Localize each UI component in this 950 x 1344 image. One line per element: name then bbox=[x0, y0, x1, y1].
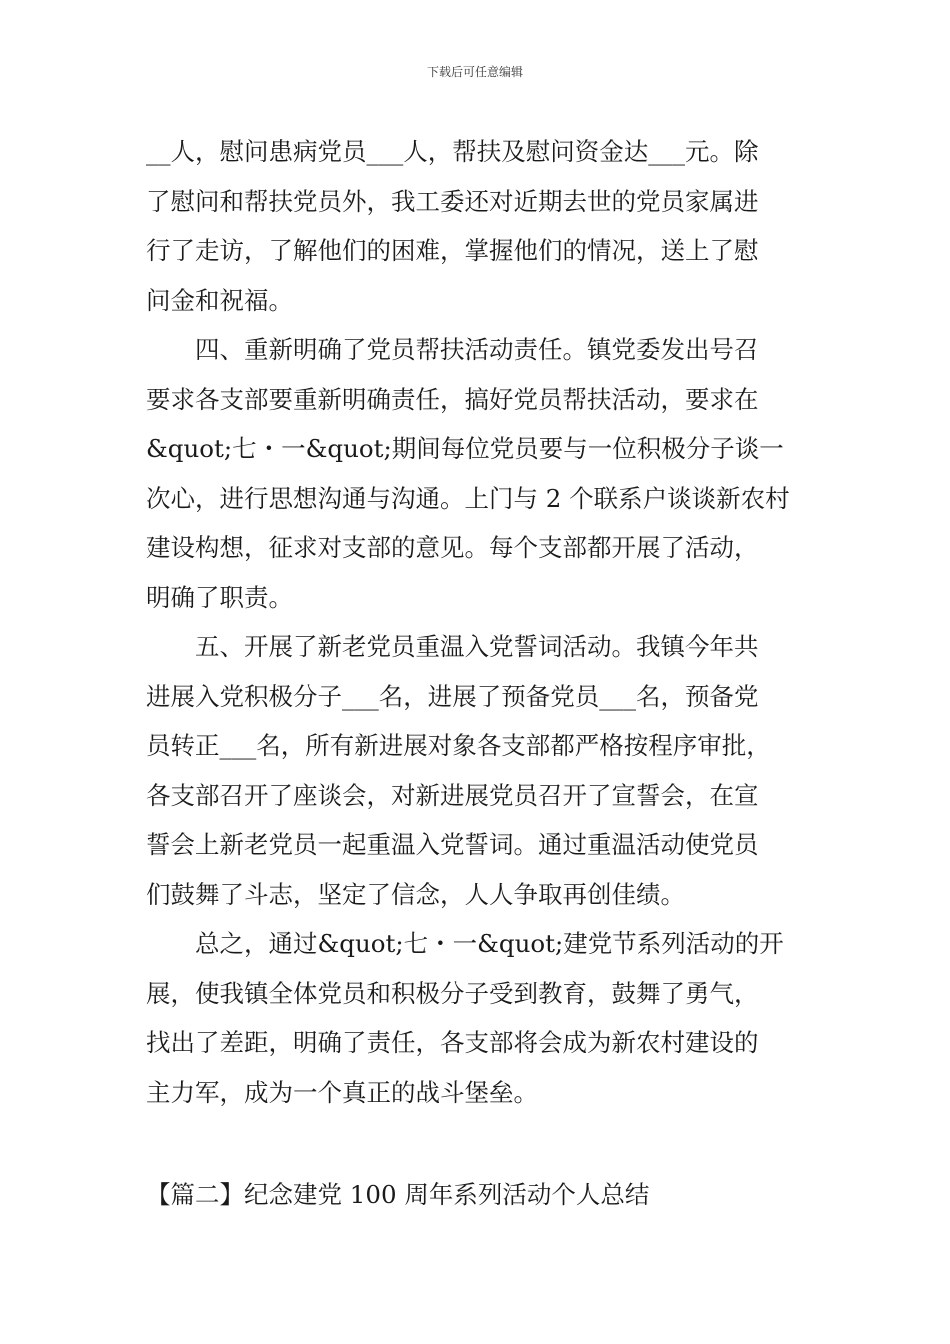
text-line: 找出了差距，明确了责任，各支部将会成为新农村建设的 bbox=[146, 1028, 759, 1057]
text-line: 主力军，成为一个真正的战斗堡垒。 bbox=[146, 1077, 538, 1107]
text-line: 员转正___名，所有新进展对象各支部都严格按程序审批， bbox=[146, 731, 771, 760]
text-line: 建设构想，征求对支部的意见。每个支部都开展了活动， bbox=[146, 533, 759, 562]
text-line: 进展入党积极分子___名，进展了预备党员___名，预备党 bbox=[146, 681, 759, 711]
text-line: 五、开展了新老党员重温入党誓词活动。我镇今年共 bbox=[146, 632, 759, 661]
text-line: 要求各支部要重新明确责任，搞好党员帮扶活动，要求在 bbox=[146, 384, 759, 414]
document-body bbox=[146, 127, 816, 1117]
text-line: 明确了职责。 bbox=[146, 582, 293, 612]
text-line: 们鼓舞了斗志，坚定了信念，人人争取再创佳绩。 bbox=[146, 879, 685, 909]
text-line: 四、重新明确了党员帮扶活动责任。镇党委发出号召 bbox=[146, 335, 759, 364]
text-line: 各支部召开了座谈会，对新进展党员召开了宣誓会，在宣 bbox=[146, 780, 759, 810]
text-line: 次心，进行思想沟通与沟通。上门与 2 个联系户谈谈新农村 bbox=[146, 483, 790, 513]
section-title: 【篇二】纪念建党 100 周年系列活动个人总结 bbox=[146, 1180, 650, 1209]
text-line: 行了走访，了解他们的困难，掌握他们的情况，送上了慰 bbox=[146, 236, 759, 265]
text-line: 展，使我镇全体党员和积极分子受到教育，鼓舞了勇气， bbox=[146, 978, 759, 1008]
text-line: 问金和祝福。 bbox=[146, 285, 293, 315]
text-line: 总之，通过&quot;七・一&quot;建党节系列活动的开 bbox=[146, 929, 784, 958]
page-header: 下载后可任意编辑 bbox=[426, 65, 523, 79]
text-line: 誓会上新老党员一起重温入党誓词。通过重温活动使党员 bbox=[146, 830, 759, 859]
text-line: __人，慰问患病党员___人，帮扶及慰问资金达___元。除 bbox=[146, 137, 759, 166]
text-line: &quot;七・一&quot;期间每位党员要与一位积极分子谈一 bbox=[146, 434, 784, 463]
text-line: 了慰问和帮扶党员外，我工委还对近期去世的党员家属进 bbox=[146, 186, 759, 216]
